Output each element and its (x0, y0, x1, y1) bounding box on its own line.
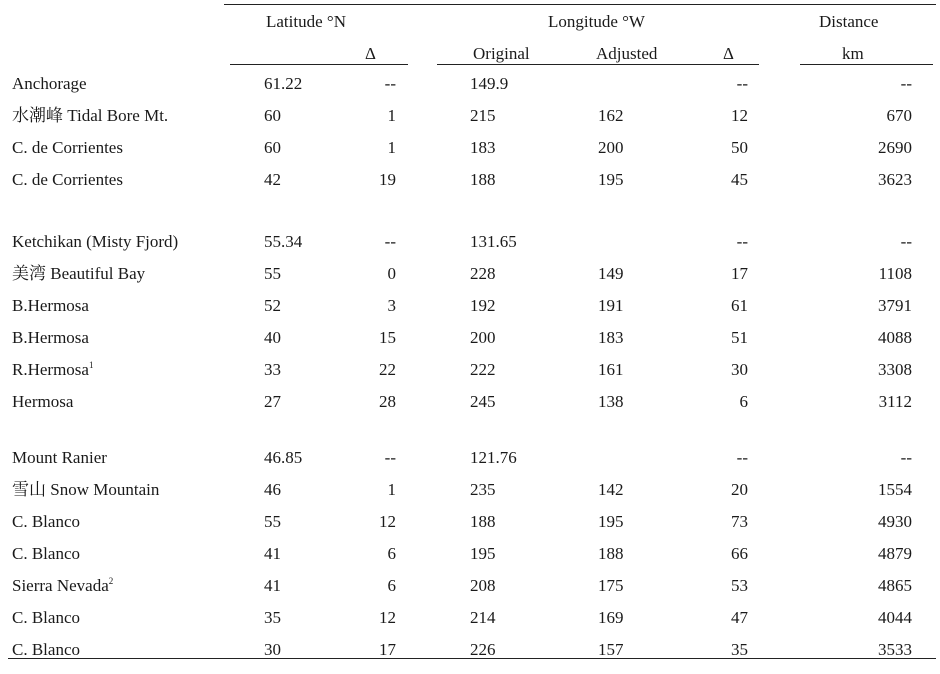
latitude-value: 30 (264, 640, 281, 659)
distance-value: 4879 (878, 544, 912, 563)
distance-value: 1554 (878, 480, 912, 499)
distance-value: 3791 (878, 296, 912, 315)
latitude-value: 61.22 (264, 74, 303, 93)
longitude-original: 183 (470, 138, 496, 157)
longitude-original: 149.9 (470, 74, 509, 93)
latitude-value: 41 (264, 544, 281, 563)
longitude-adjusted: 183 (598, 328, 624, 347)
longitude-original: 200 (470, 328, 496, 347)
distance-value: 3308 (878, 360, 912, 379)
location-name: C. Blanco (12, 544, 80, 563)
location-name: 美湾 Beautiful Bay (12, 264, 146, 283)
latitude-delta: -- (384, 232, 396, 251)
longitude-adjusted: 162 (598, 106, 624, 125)
longitude-adjusted: 175 (598, 576, 624, 595)
distance-value: 2690 (878, 138, 912, 157)
km-header: km (842, 44, 864, 63)
longitude-original: 228 (470, 264, 496, 283)
distance-value: 4865 (878, 576, 912, 595)
latitude-value: 35 (264, 608, 281, 627)
longitude-adjusted: 188 (598, 544, 624, 563)
longitude-delta: 53 (731, 576, 748, 595)
latitude-value: 33 (264, 360, 281, 379)
latitude-delta: 3 (387, 296, 396, 315)
location-name: B.Hermosa (12, 296, 89, 315)
longitude-delta: 45 (731, 170, 748, 189)
distance-value: 4044 (878, 608, 912, 627)
distance-value: 1108 (878, 264, 912, 283)
latitude-value: 55.34 (264, 232, 303, 251)
latitude-header: Latitude °N (266, 12, 346, 31)
longitude-adjusted: 157 (598, 640, 624, 659)
longitude-delta: 66 (731, 544, 748, 563)
longitude-delta: 20 (731, 480, 748, 499)
latitude-value: 60 (264, 106, 281, 125)
longitude-adjusted: 149 (598, 264, 624, 283)
distance-value: 670 (886, 106, 912, 125)
longitude-adjusted: 200 (598, 138, 624, 157)
longitude-adjusted: 161 (598, 360, 624, 379)
latitude-value: 46.85 (264, 448, 303, 467)
longitude-delta: -- (736, 448, 748, 467)
longitude-adjusted (598, 448, 668, 468)
adjusted-header: Adjusted (596, 44, 658, 63)
longitude-delta: 17 (731, 264, 748, 283)
latitude-value: 46 (264, 480, 281, 499)
longitude-delta: 73 (731, 512, 748, 531)
distance-value: 4930 (878, 512, 912, 531)
longitude-original: 188 (470, 170, 496, 189)
longitude-original: 208 (470, 576, 496, 595)
location-name: Anchorage (12, 74, 87, 93)
latitude-delta: 6 (387, 576, 396, 595)
location-name: C. Blanco (12, 640, 80, 659)
latitude-delta: 15 (379, 328, 396, 347)
location-name: C. de Corrientes (12, 170, 123, 189)
location-name: Ketchikan (Misty Fjord) (12, 232, 179, 251)
latitude-delta: 19 (379, 170, 396, 189)
longitude-delta: 6 (739, 392, 748, 411)
latitude-value: 27 (264, 392, 281, 411)
latitude-delta: 0 (387, 264, 396, 283)
longitude-original: 131.65 (470, 232, 517, 251)
latitude-delta: 1 (387, 138, 396, 157)
latitude-value: 52 (264, 296, 281, 315)
longitude-adjusted: 195 (598, 170, 624, 189)
latitude-delta-header: Δ (365, 44, 376, 63)
latitude-delta: 12 (379, 608, 396, 627)
longitude-original: 215 (470, 106, 496, 125)
longitude-delta: 47 (731, 608, 748, 627)
location-name: R.Hermosa$^1$ (12, 360, 94, 379)
original-header: Original (473, 44, 530, 63)
longitude-adjusted: 195 (598, 512, 624, 531)
location-name: Hermosa (12, 392, 74, 411)
longitude-delta-header: Δ (723, 44, 734, 63)
location-name: C. Blanco (12, 512, 80, 531)
footnote-marker: 1 (88, 360, 94, 370)
longitude-delta: 50 (731, 138, 748, 157)
distance-header-rule (800, 64, 933, 65)
distance-value: 3623 (878, 170, 912, 189)
latitude-value: 60 (264, 138, 281, 157)
latitude-value: 41 (264, 576, 281, 595)
distance-header: Distance (819, 12, 879, 31)
longitude-header: Longitude °W (548, 12, 645, 31)
latitude-delta: 1 (387, 480, 396, 499)
latitude-value: 42 (264, 170, 281, 189)
top-rule (224, 4, 936, 5)
longitude-adjusted: 169 (598, 608, 624, 627)
location-name: 水潮峰 Tidal Bore Mt. (12, 106, 169, 125)
latitude-delta: -- (384, 448, 396, 467)
distance-value: -- (900, 74, 912, 93)
location-name: Sierra Nevada$^2$ (12, 576, 114, 595)
longitude-header-rule (437, 64, 759, 65)
longitude-adjusted: 191 (598, 296, 624, 315)
distance-value: 3533 (878, 640, 912, 659)
latitude-delta: 6 (387, 544, 396, 563)
longitude-original: 121.76 (470, 448, 517, 467)
location-name: C. Blanco (12, 608, 80, 627)
distance-value: 4088 (878, 328, 912, 347)
longitude-delta: -- (736, 232, 748, 251)
latitude-delta: 12 (379, 512, 396, 531)
latitude-delta: 22 (379, 360, 396, 379)
longitude-delta: -- (736, 74, 748, 93)
latitude-delta: 1 (387, 106, 396, 125)
longitude-delta: 35 (731, 640, 748, 659)
longitude-adjusted: 142 (598, 480, 624, 499)
longitude-original: 235 (470, 480, 496, 499)
longitude-delta: 12 (731, 106, 748, 125)
longitude-original: 188 (470, 512, 496, 531)
longitude-delta: 51 (731, 328, 748, 347)
distance-value: 3112 (878, 392, 912, 411)
latitude-value: 55 (264, 512, 281, 531)
latitude-value: 55 (264, 264, 281, 283)
latitude-value: 40 (264, 328, 281, 347)
latitude-delta: 28 (379, 392, 396, 411)
location-name: Mount Ranier (12, 448, 107, 467)
latitude-header-rule (230, 64, 408, 65)
longitude-original: 195 (470, 544, 496, 563)
longitude-adjusted (598, 232, 668, 252)
longitude-original: 214 (470, 608, 496, 627)
longitude-delta: 61 (731, 296, 748, 315)
location-name: 雪山 Snow Mountain (12, 480, 160, 499)
longitude-delta: 30 (731, 360, 748, 379)
footnote-marker: 2 (108, 576, 114, 586)
longitude-original: 226 (470, 640, 496, 659)
latitude-delta: -- (384, 74, 396, 93)
location-name: B.Hermosa (12, 328, 89, 347)
longitude-adjusted (598, 74, 668, 94)
distance-value: -- (900, 448, 912, 467)
longitude-original: 192 (470, 296, 496, 315)
distance-value: -- (900, 232, 912, 251)
longitude-original: 222 (470, 360, 496, 379)
longitude-adjusted: 138 (598, 392, 624, 411)
longitude-original: 245 (470, 392, 496, 411)
location-name: C. de Corrientes (12, 138, 123, 157)
latitude-delta: 17 (379, 640, 396, 659)
